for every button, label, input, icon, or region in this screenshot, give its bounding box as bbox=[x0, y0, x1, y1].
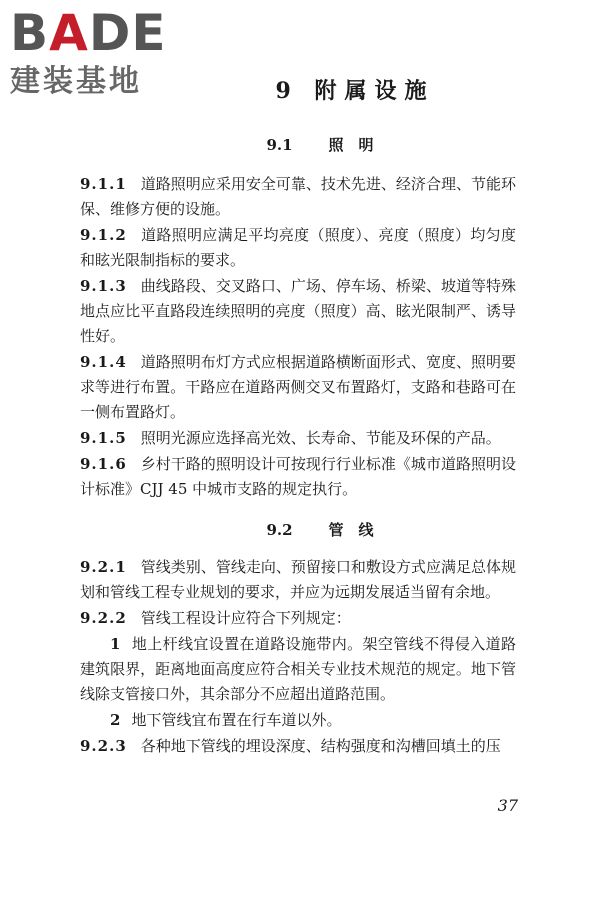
clause-9-1-6: 9.1.6 乡村干路的照明设计可按现行行业标准《城市道路照明设计标准》CJJ 45 中城市支路的规定执行。 bbox=[80, 455, 516, 498]
section-9-2-body bbox=[80, 555, 516, 760]
clause-9-2-2-item-2: 2 地下管线宜布置在行车道以外。 bbox=[110, 711, 342, 729]
section-title-9-2: 9.2 管 线 bbox=[266, 521, 374, 539]
clause-9-2-2-item-1: 1 地上杆线宜设置在道路设施带内。架空管线不得侵入道路建筑限界，距离地面高度应符合相关专业技术规范的规定。地下管线除支管接口外，其余部分不应超出道路范围。 bbox=[80, 635, 516, 703]
section-9-1-body bbox=[80, 172, 516, 503]
clause-9-2-1: 9.2.1 管线类别、管线走向、预留接口和敷设方式应满足总体规划和管线工程专业规划的要求，并应为远期发展适当留有余地。 bbox=[80, 558, 516, 601]
clause-9-1-3: 9.1.3 曲线路段、交叉路口、广场、停车场、桥梁、坡道等特殊地点应比平直路段连续照明的亮度（照度）高、眩光限制严、诱导性好。 bbox=[80, 277, 516, 345]
logo-subtitle: 建装基地 bbox=[10, 64, 142, 99]
clause-9-1-2: 9.1.2 道路照明应满足平均亮度（照度）、亮度（照度）均匀度和眩光限制指标的要求。 bbox=[80, 226, 516, 269]
clause-9-1-5: 9.1.5 照明光源应选择高光效、长寿命、节能及环保的产品。 bbox=[80, 429, 501, 447]
clause-9-2-3: 9.2.3 各种地下管线的埋设深度、结构强度和沟槽回填土的压 bbox=[80, 737, 501, 755]
section-title-9-1: 9.1 照 明 bbox=[266, 136, 374, 154]
clause-9-2-2: 9.2.2 管线工程设计应符合下列规定： bbox=[80, 609, 351, 627]
clause-9-1-4: 9.1.4 道路照明布灯方式应根据道路横断面形式、宽度、照明要求等进行布置。干路应在道路两侧交叉布置路灯，支路和巷路可在一侧布置路灯。 bbox=[80, 353, 516, 421]
clause-9-1-1: 9.1.1 道路照明应采用安全可靠、技术先进、经济合理、节能环保、维修方便的设施。 bbox=[80, 175, 516, 218]
page-number: 37 bbox=[497, 796, 518, 815]
logo-wordmark: BADE bbox=[10, 4, 167, 62]
chapter-title: 9 附属设施 bbox=[275, 78, 435, 104]
